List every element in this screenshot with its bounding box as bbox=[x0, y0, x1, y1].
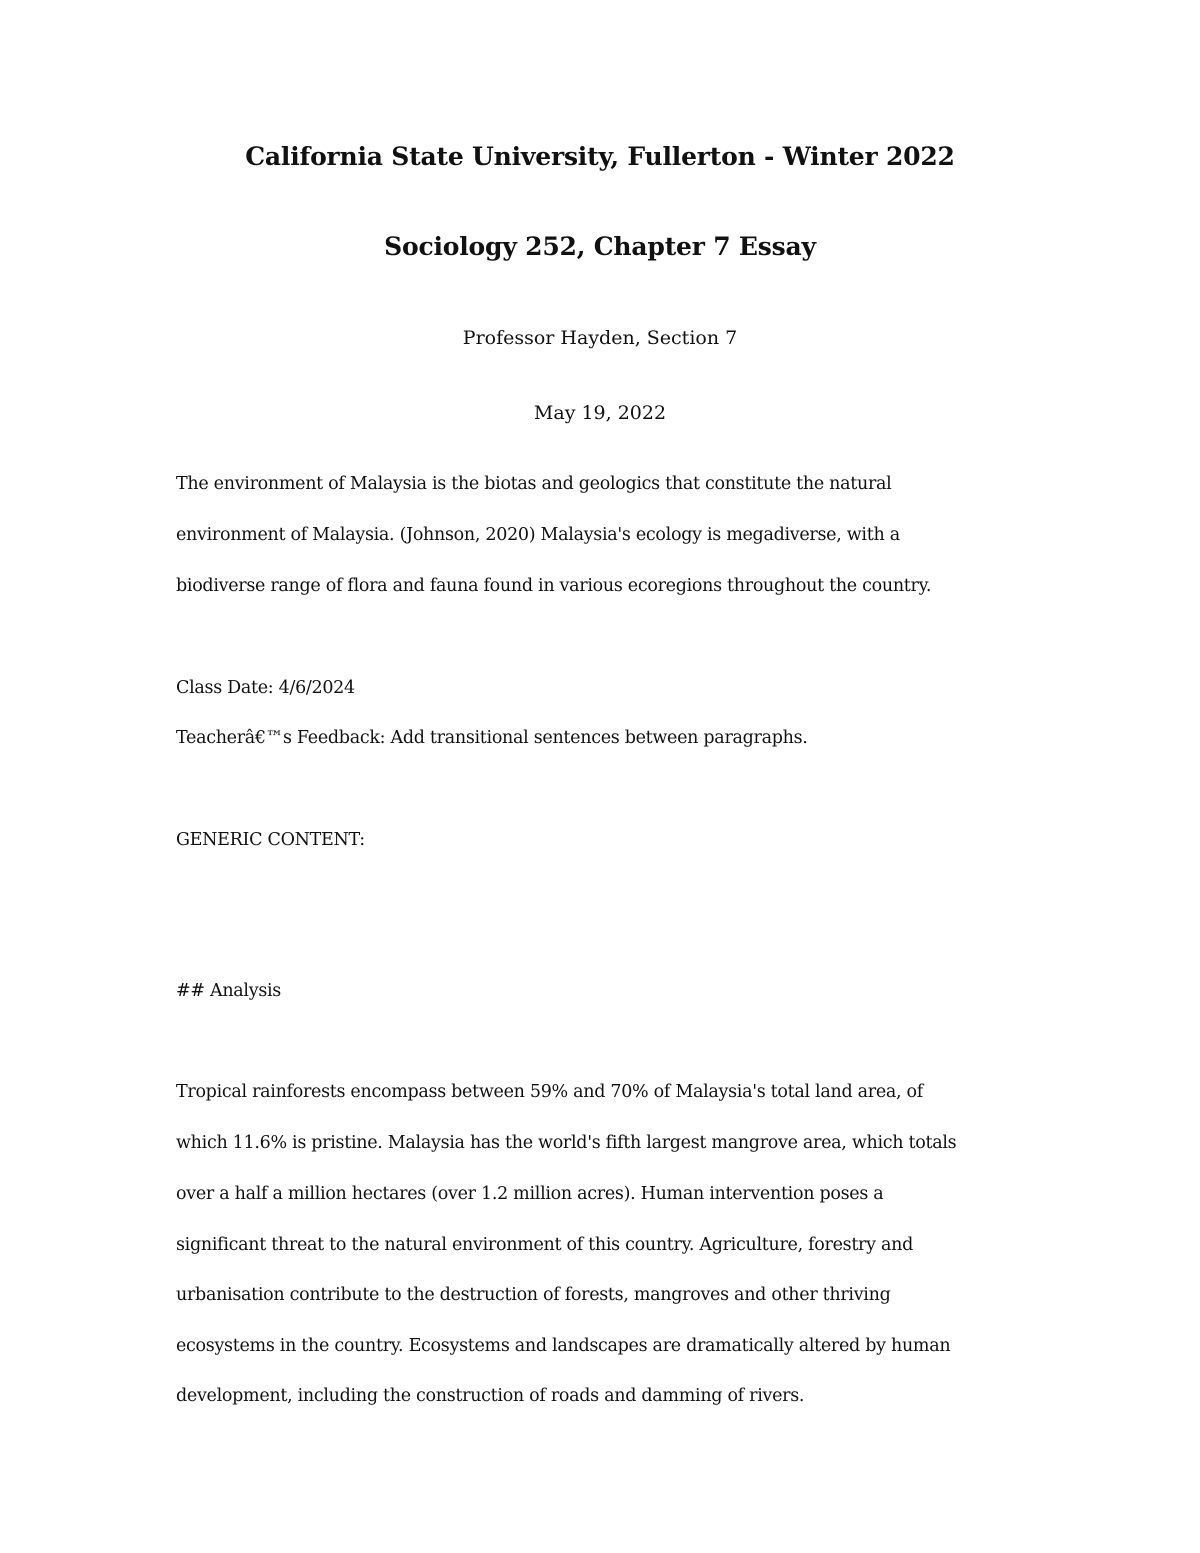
document-subtitle: Sociology 252, Chapter 7 Essay bbox=[384, 232, 816, 261]
professor-line: Professor Hayden, Section 7 bbox=[462, 327, 738, 349]
document-title: California State University, Fullerton - Winter 2022 bbox=[245, 142, 955, 171]
analysis-line: development, including the construction of roads and damming of rivers. bbox=[176, 1386, 805, 1406]
intro-line: environment of Malaysia. (Johnson, 2020) Malaysia's ecology is megadiverse, with a bbox=[176, 525, 900, 545]
analysis-line: urbanisation contribute to the destruction of forests, mangroves and other thriving bbox=[176, 1285, 891, 1305]
generic-content-label: GENERIC CONTENT: bbox=[176, 830, 365, 850]
analysis-line: significant threat to the natural environment of this country. Agriculture, forestry and bbox=[176, 1235, 913, 1255]
class-date: Class Date: 4/6/2024 bbox=[176, 678, 355, 698]
document-date: May 19, 2022 bbox=[533, 402, 667, 424]
analysis-line: over a half a million hectares (over 1.2 million acres). Human intervention poses a bbox=[176, 1184, 884, 1204]
analysis-line: ecosystems in the country. Ecosystems and landscapes are dramatically altered by human bbox=[176, 1336, 951, 1356]
analysis-line: Tropical rainforests encompass between 59% and 70% of Malaysia's total land area, of bbox=[176, 1082, 923, 1102]
analysis-heading: ## Analysis bbox=[176, 981, 281, 1001]
intro-line: The environment of Malaysia is the biotas and geologics that constitute the natural bbox=[176, 474, 892, 494]
intro-line: biodiverse range of flora and fauna found in various ecoregions throughout the country. bbox=[176, 576, 932, 596]
teacher-feedback: Teacherâ€™s Feedback: Add transitional sentences between paragraphs. bbox=[176, 728, 808, 748]
analysis-line: which 11.6% is pristine. Malaysia has the world's fifth largest mangrove area, which totals bbox=[176, 1133, 957, 1153]
